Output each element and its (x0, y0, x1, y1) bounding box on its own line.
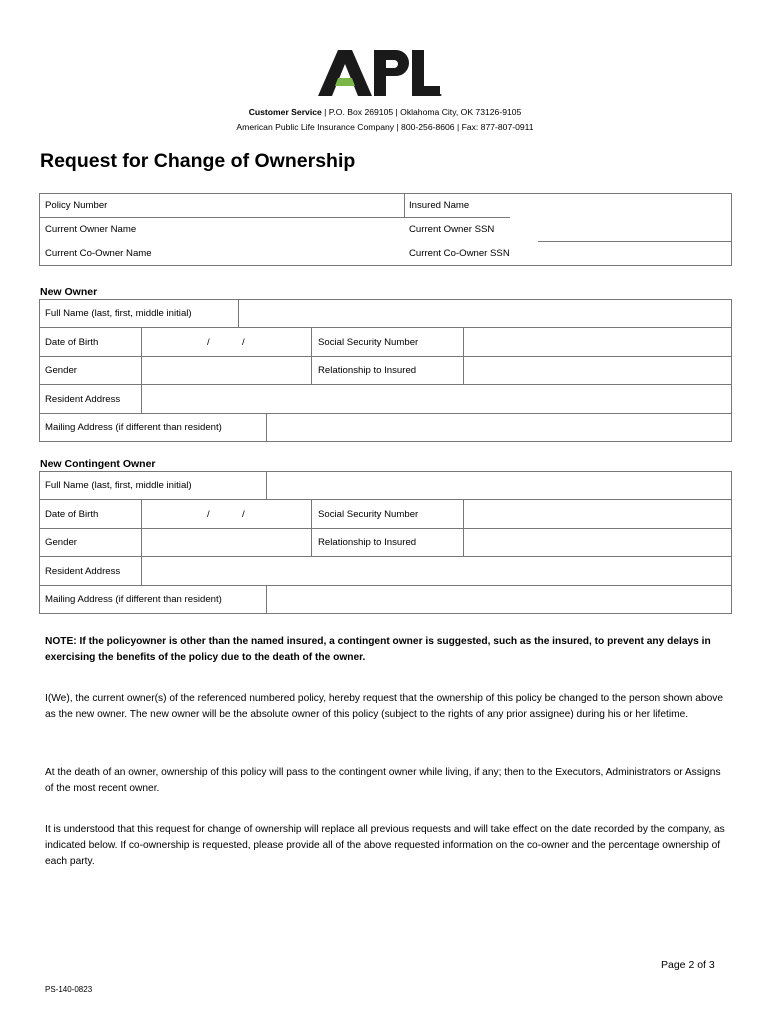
contingent-gender-label: Gender (45, 537, 77, 548)
new-owner-dob-sep-1: / (207, 337, 210, 348)
replacement-paragraph: It is understood that this request for change of ownership will replace all previous requests and will take effect on the date recorded by the company, as indicated below. If co-ownership is requested, please provide all of the above requested information on the co-owner and the percentage ownership of each party. (45, 824, 725, 867)
new-owner-relationship-label: Relationship to Insured (318, 365, 417, 376)
contingent-relationship-label: Relationship to Insured (318, 537, 417, 548)
contingent-dob-sep-1: / (207, 509, 210, 520)
current-coowner-ssn-field[interactable]: Current Co-Owner SSN (409, 248, 510, 259)
new-owner-ssn-label: Social Security Number (318, 337, 419, 348)
page-number: Page 2 of 3 (661, 959, 715, 971)
contingent-full-name-label: Full Name (last, first, middle initial) (45, 480, 192, 491)
current-owner-ssn-field[interactable]: Current Owner SSN (409, 224, 495, 235)
new-owner-heading: New Owner (40, 286, 98, 298)
form-code: PS-140-0823 (45, 985, 93, 994)
contingent-mailing-address-label: Mailing Address (if different than resident) (45, 594, 222, 605)
new-owner-resident-address-label: Resident Address (45, 394, 121, 405)
new-owner-dob-sep-2: / (242, 337, 245, 348)
contact-line-1 (0, 107, 770, 117)
contact-line-2: American Public Life Insurance Company | 800-256-8606 | Fax: 877-807-0911 (236, 122, 534, 132)
current-coowner-name-field[interactable]: Current Co-Owner Name (45, 248, 152, 259)
policyowner-note: NOTE: If the policyowner is other than the named insured, a contingent owner is suggested, such as the insured, to prevent any delays in exercising the benefits of the policy due to the death of the owner. (45, 636, 711, 663)
customer-service-label: Customer Service (248, 107, 322, 117)
contingent-dob-label: Date of Birth (45, 509, 99, 520)
page-title: Request for Change of Ownership (40, 150, 356, 172)
new-owner-gender-label: Gender (45, 365, 77, 376)
death-of-owner-paragraph: At the death of an owner, ownership of this policy will pass to the contingent owner while living, if any; then to the Executors, Administrators or Assigns of the most recent owner. (45, 767, 721, 794)
new-owner-mailing-address-label: Mailing Address (if different than resident) (45, 422, 222, 433)
contingent-owner-heading: New Contingent Owner (40, 458, 156, 470)
new-owner-dob-label: Date of Birth (45, 337, 99, 348)
current-owner-name-field[interactable]: Current Owner Name (45, 224, 137, 235)
apl-logo (318, 48, 442, 98)
contingent-ssn-label: Social Security Number (318, 509, 419, 520)
contingent-dob-sep-2: / (242, 509, 245, 520)
contact-address: | P.O. Box 269105 | Oklahoma City, OK 73126-9105 (321, 107, 522, 117)
new-owner-full-name-label: Full Name (last, first, middle initial) (45, 308, 192, 319)
policy-number-field[interactable]: Policy Number (45, 200, 108, 211)
insured-name-field[interactable]: Insured Name (409, 200, 470, 211)
contingent-resident-address-label: Resident Address (45, 566, 121, 577)
ownership-request-paragraph: I(We), the current owner(s) of the referenced numbered policy, hereby request that the ownership of this policy be changed to the person shown above as the new owner. The new owner will be the absolute owner of this policy (subject to the rights of any prior assignee) during his or her lifetime. (45, 693, 724, 720)
